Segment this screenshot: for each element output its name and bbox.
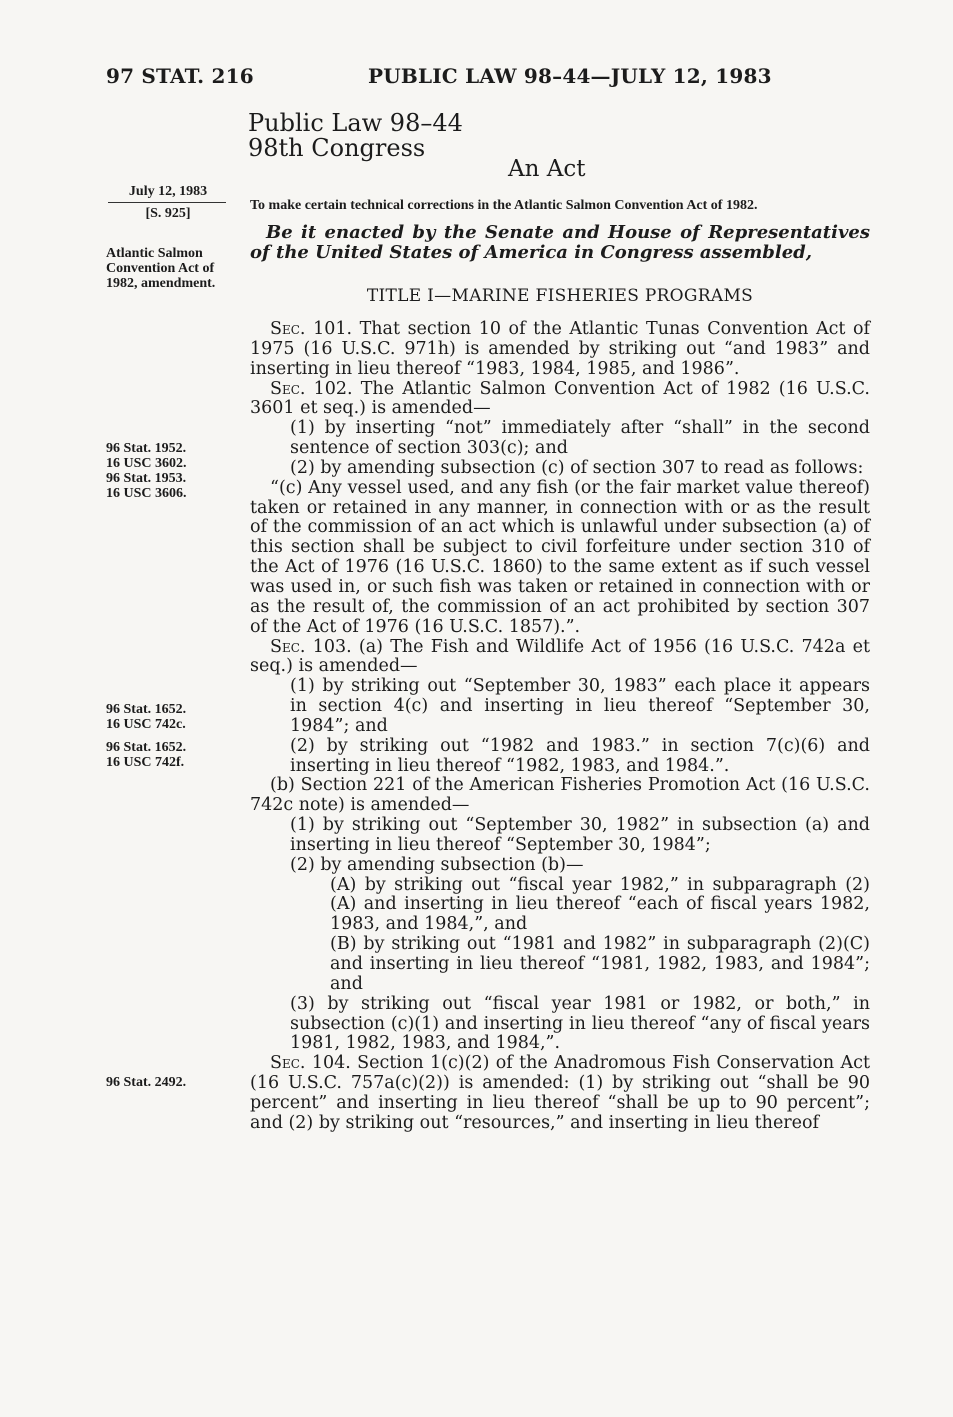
section-label: Sec.	[270, 378, 306, 399]
law-paragraph	[250, 380, 870, 420]
section-label: Sec.	[270, 636, 306, 657]
paragraph-text: (2) by amending subsection (b)—	[290, 854, 584, 875]
margin-citations-2	[106, 702, 226, 732]
paragraph-text: (2) by amending subsection (c) of section 307 to read as follows:	[290, 457, 864, 478]
paragraph-text: (b) Section 221 of the American Fisheries Promotion Act (16 U.S.C. 742c note) is amended—	[250, 775, 870, 816]
margin-citation: 96 Stat. 1652.	[106, 740, 187, 755]
law-paragraph	[250, 876, 870, 936]
margin-citations-3	[106, 740, 226, 770]
margin-citation: 96 Stat. 2492.	[106, 1075, 187, 1090]
law-paragraph	[250, 419, 870, 459]
law-paragraph	[250, 856, 870, 876]
margin-bill-number: [S. 925]	[145, 206, 191, 221]
enacting-clause: Be it enacted by the Senate and House of Representatives of the United States of America in Congress assembled,	[250, 222, 870, 263]
paragraph-text: 101. That section 10 of the Atlantic Tunas Convention Act of 1975 (16 U.S.C. 971h) is amended by striking out “and 1983” and inserting in lieu thereof “1983, 1984, 1985, and 1986”.	[250, 319, 870, 379]
law-paragraph	[250, 935, 870, 995]
law-number: Public Law 98–44	[248, 109, 463, 137]
margin-citation: 16 USC 3606.	[106, 486, 187, 501]
margin-topic-note: Atlantic Salmon Convention Act of 1982, amendment.	[106, 246, 216, 291]
margin-divider	[108, 202, 226, 203]
law-paragraph	[250, 816, 870, 856]
law-body	[250, 320, 870, 1134]
margin-citation: 96 Stat. 1652.	[106, 702, 187, 717]
law-paragraph	[250, 995, 870, 1055]
section-label: Sec.	[270, 319, 306, 339]
act-purpose: To make certain technical corrections in the Atlantic Salmon Convention Act of 1982.	[250, 198, 758, 213]
law-paragraph	[250, 1054, 870, 1133]
paragraph-text: (B) by striking out “1981 and 1982” in subparagraph (2)(C) and inserting in lieu thereof “1981, 1982, 1983, and 1984”; and	[330, 934, 870, 994]
law-paragraph	[250, 638, 870, 678]
paragraph-text: (3) by striking out “fiscal year 1981 or 1982, or both,” in subsection (c)(1) and inserting in lieu thereof “any of fiscal years 1981, 1982, 1983, and 1984,”.	[290, 993, 870, 1054]
margin-citations-4	[106, 1075, 226, 1090]
law-paragraph	[250, 479, 870, 638]
law-paragraph	[250, 776, 870, 816]
paragraph-text: (A) by striking out “fiscal year 1982,” in subparagraph (2)(A) and inserting in lieu thereof “each of fiscal years 1982, 1983, and 1984,”, and	[330, 874, 870, 935]
an-act-heading: An Act	[508, 156, 586, 182]
margin-citation: 16 USC 3602.	[106, 456, 187, 471]
margin-date: July 12, 1983	[128, 184, 208, 199]
margin-citation: 16 USC 742c.	[106, 717, 186, 732]
congress: 98th Congress	[248, 134, 426, 162]
margin-citation: 16 USC 742f.	[106, 755, 185, 770]
law-paragraph	[250, 677, 870, 737]
law-paragraph	[250, 737, 870, 777]
law-paragraph	[250, 459, 870, 479]
paragraph-text: 103. (a) The Fish and Wildlife Act of 1956 (16 U.S.C. 742a et seq.) is amended—	[250, 636, 870, 677]
margin-citation: 96 Stat. 1953.	[106, 471, 187, 486]
running-header: PUBLIC LAW 98–44—JULY 12, 1983	[368, 64, 772, 88]
paragraph-text: (2) by striking out “1982 and 1983.” in section 7(c)(6) and inserting in lieu thereof “1982, 1983, and 1984.”.	[290, 735, 870, 776]
margin-citation: 96 Stat. 1952.	[106, 441, 187, 456]
law-paragraph	[250, 320, 870, 380]
paragraph-text: (1) by striking out “September 30, 1982” in subsection (a) and inserting in lieu thereof “September 30, 1984”;	[290, 815, 870, 855]
paragraph-text: (1) by striking out “September 30, 1983” each place it appears in section 4(c) and inserting in lieu thereof “September 30, 1984”; and	[290, 676, 870, 736]
paragraph-text: 102. The Atlantic Salmon Convention Act of 1982 (16 U.S.C. 3601 et seq.) is amended—	[250, 378, 870, 419]
paragraph-text: 104. Section 1(c)(2) of the Anadromous Fish Conservation Act (16 U.S.C. 757a(c)(2)) is amended: (1) by striking out “shall be 90 percent” and inserting in lieu thereof “shall be up to 90 percent”; and (2) by striking out “resources,” and inserting in lieu thereof	[250, 1053, 870, 1133]
title-heading: TITLE I—MARINE FISHERIES PROGRAMS	[366, 286, 754, 306]
page-citation: 97 STAT. 216	[106, 64, 254, 88]
paragraph-text: (1) by inserting “not” immediately after “shall” in the second sentence of section 303(c); and	[290, 418, 870, 459]
margin-citations-1	[106, 441, 226, 501]
paragraph-text: “(c) Any vessel used, and any fish (or the fair market value thereof) taken or retained in any manner, in connection with or as the result of the commission of an act which is unlawful under subsection (a) of this section shall be subject to civil forfeiture under section 310 of the Act of 1976 (16 U.S.C. 1860) to the same extent as if such vessel was used in, or such fish was taken or retained in connection with or as the result of, the commission of an act prohibited by section 307 of the Act of 1976 (16 U.S.C. 1857).”.	[250, 477, 870, 637]
section-label: Sec.	[270, 1053, 306, 1074]
